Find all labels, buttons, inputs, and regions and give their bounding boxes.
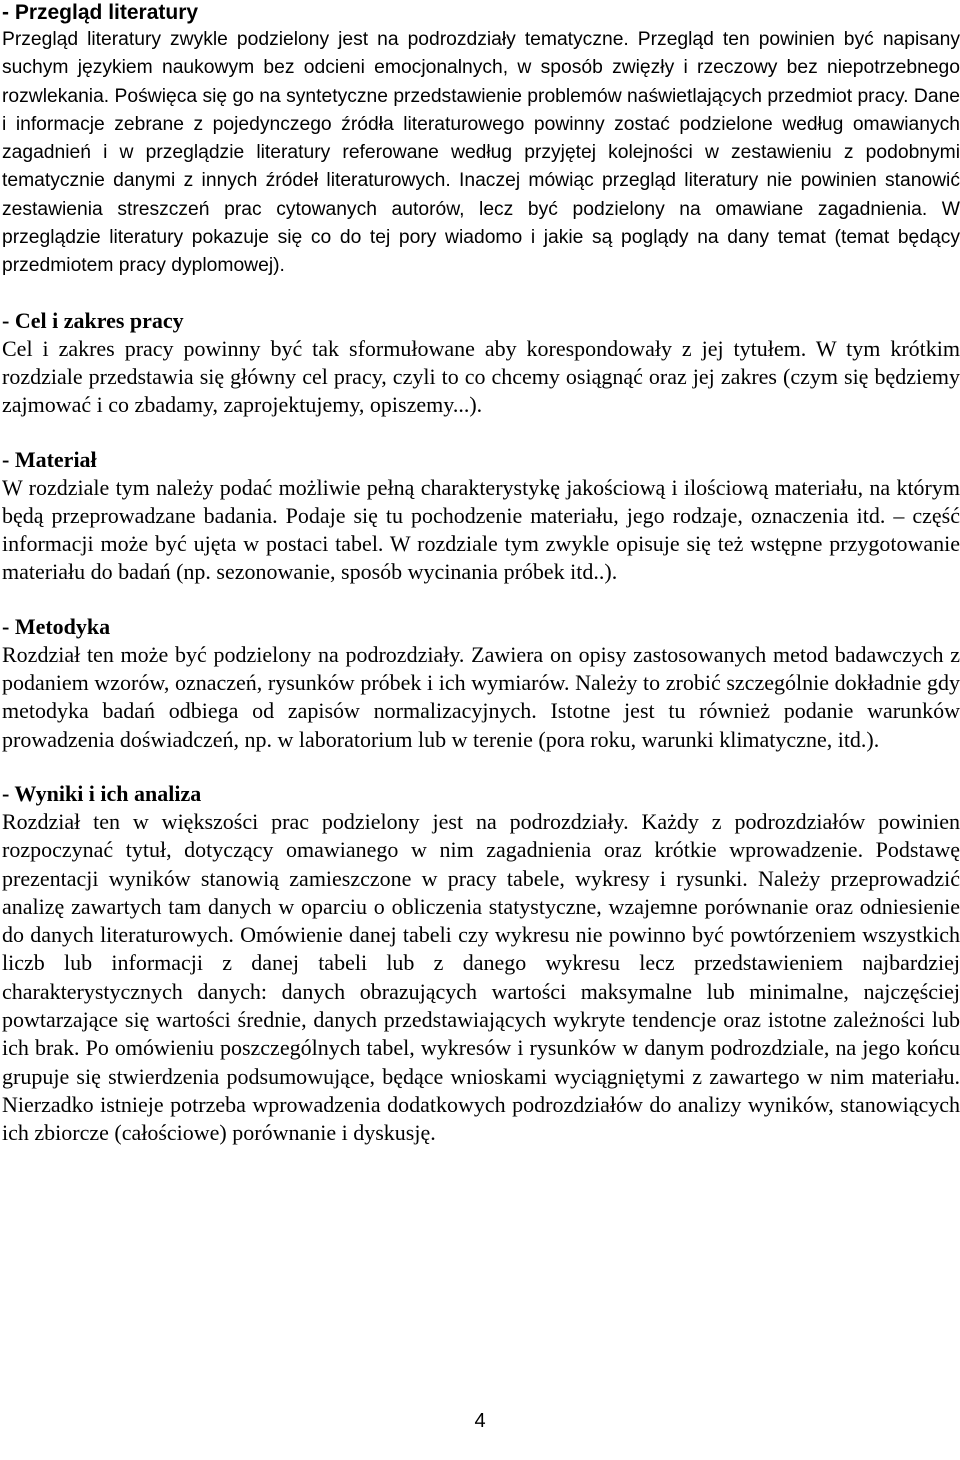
paragraph-text: W rozdziale tym należy podać możliwie pełną charakterystykę jakościową i ilościową materiału, na którym będą przeprowadzane badania. Podaje się tu pochodzenie materiału, jego rodzaje, oznaczenia itd. – część informacji może być ujęta w postaci tabel. W rozdziale tym zwykle opisuje się też wstępne przygotowanie materiału do badań (np. sezonowanie, sposób wycinania próbek itd..).: [2, 474, 960, 585]
paragraph-text: Rozdział ten w większości prac podzielony jest na podrozdziały. Każdy z podrozdziałów powinien rozpoczynać tytuł, dotyczący omawianego w nim zagadnienia oraz krótkie wprowadzenie. Podstawę prezentacji wyników stanowią zamieszczone w pracy tabele, wykresy i rysunki. Należy przeprowadzić analizę zawartych tam danych w oparciu o obliczenia statystyczne, wzajemne porównanie oraz odniesienie do danych literaturowych. Omówienie danej tabeli czy wykresu nie powinno być powtórzeniem wszystkich liczb lub informacji z danej tabeli lub z danego wykresu lecz przedstawieniem najbardziej charakterystycznych danych: danych obrazujących wartości maksymalne lub minimalne, najczęściej powtarzające się wartości średnie, danych przedstawiających wykryte tendencje oraz istotne zależności lub ich brak. Po omówieniu poszczególnych tabel, wykresów i rysunków w danym podrozdziale, na jego końcu grupuje się stwierdzenia podsumowujące, będące wnioskami wyciągniętymi z zawartego w nim materiału. Nierzadko istnieje potrzeba wprowadzenia dodatkowych podrozdziałów do analizy wyników, stanowiących ich zbiorcze (całościowe) porównanie i dyskusję.: [2, 808, 960, 1146]
section-paragraph: [2, 335, 960, 420]
section-literature-review: [2, 0, 960, 281]
section-methodology: [2, 613, 960, 754]
section-paragraph: [2, 474, 960, 587]
section-heading: - Przegląd literatury: [2, 1, 199, 24]
section-paragraph: [2, 641, 960, 754]
section-paragraph: [2, 26, 960, 281]
paragraph-text: Cel i zakres pracy powinny być tak sformułowane aby korespondowały z jej tytułem. W tym krótkim rozdziale przedstawia się główny cel pracy, czyli to co chcemy osiągnąć oraz jej zakres (czym się będziemy zajmować i co zbadamy, zaprojektujemy, opiszemy...).: [2, 335, 960, 418]
paragraph-text: Rozdział ten może być podzielony na podrozdziały. Zawiera on opisy zastosowanych metod badawczych z podaniem wzorów, oznaczeń, rysunków próbek i ich wymiarów. Należy to zrobić szczególnie dokładnie gdy metodyka badań odbiega od zapisów normalizacyjnych. Istotne jest tu również podanie warunków prowadzenia doświadczeń, np. w laboratorium lub w terenie (pora roku, warunki klimatyczne, itd.).: [2, 641, 960, 752]
section-paragraph: [2, 808, 960, 1148]
section-material: [2, 446, 960, 587]
section-heading: - Metodyka: [2, 613, 111, 639]
section-goal-scope: [2, 307, 960, 420]
paragraph-text: Przegląd literatury zwykle podzielony jest na podrozdziały tematyczne. Przegląd ten powinien być napisany suchym językiem naukowym bez odcieni emocjonalnych, w sposób zwięzły i rzeczowy bez niepotrzebnego rozwlekania. Poświęca się go na syntetyczne przedstawienie problemów naświetlających przedmiot pracy. Dane i informacje zebrane z pojedynczego źródła literaturowego powinny zostać podzielone według omawianych zagadnień i w przeglądzie literatury referowane według przyjętej kolejności w zestawieniu z podobnymi tematycznie danymi z innych źródeł literaturowych. Inaczej mówiąc przegląd literatury nie powinien stanowić zestawienia streszczeń prac cytowanych autorów, lecz być podzielony na omawiane zagadnienia. W przeglądzie literatury pokazuje się co do tej pory wiadomo i jakie są poglądy na dany temat (temat będący przedmiotem pracy dyplomowej).: [2, 29, 960, 277]
section-heading: - Wyniki i ich analiza: [2, 780, 202, 806]
section-results-analysis: [2, 780, 960, 1148]
page-number: 4: [474, 1410, 486, 1432]
section-heading: - Materiał: [2, 446, 97, 472]
section-heading: - Cel i zakres pracy: [2, 307, 184, 333]
